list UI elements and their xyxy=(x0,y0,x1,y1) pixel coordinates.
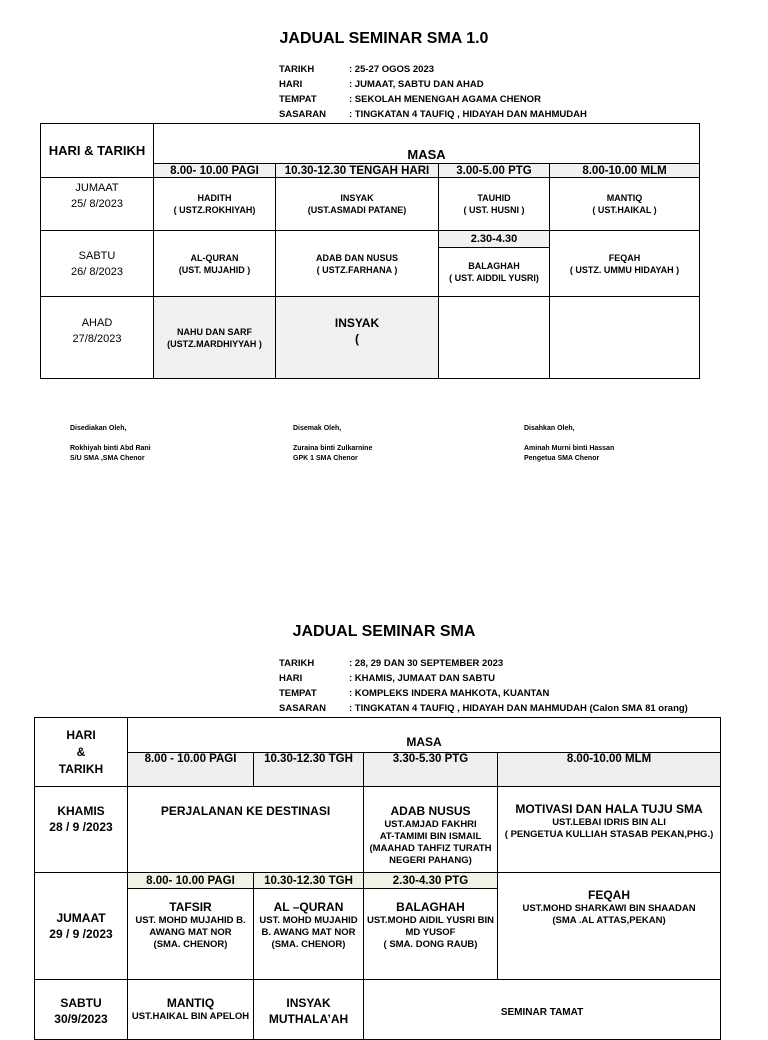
doc1-schedule-table xyxy=(40,123,700,379)
doc2-cell-sabtu-mantiq: MANTIQ UST.HAIKAL BIN APELOH xyxy=(128,980,254,1040)
doc2-info-sasaran: SASARAN : TINGKATAN 4 TAUFIQ , HIDAYAH DAN MAHMUDAH (Calon SMA 81 orang) xyxy=(279,703,688,714)
doc1-cell-ahad-2: INSYAK ( xyxy=(276,297,439,379)
doc1-cell-jumaat-2: INSYAK (UST.ASMADI PATANE) xyxy=(276,178,439,231)
doc1-signature-checked: Disemak Oleh, Zuraina binti Zulkarnine GPK 1 SMA Chenor xyxy=(293,425,373,462)
doc1-info-tempat: TEMPAT : SEKOLAH MENENGAH AGAMA CHENOR xyxy=(279,94,541,105)
doc1-cell-jumaat-3: TAUHID ( UST. HUSNI ) xyxy=(439,178,550,231)
doc1-cell-ahad-3 xyxy=(439,297,550,379)
doc1-signature-approved: Disahkan Oleh, Aminah Murni binti Hassan Pengetua SMA Chenor xyxy=(524,425,615,462)
doc2-day-jumaat: JUMAAT 29 / 9 /2023 xyxy=(35,873,128,980)
doc2-info-tarikh: TARIKH : 28, 29 DAN 30 SEPTEMBER 2023 xyxy=(279,658,504,669)
doc1-info xyxy=(279,62,587,122)
doc2-jumaat-time-2: 10.30-12.30 TGH xyxy=(254,873,364,889)
doc2-cell-khamis-trip: PERJALANAN KE DESTINASI xyxy=(128,787,364,873)
doc2-cell-jumaat-feqah: FEQAH UST.MOHD SHARKAWI BIN SHAADAN (SMA .AL ATTAS,PEKAN) xyxy=(498,873,721,980)
doc1-info-sasaran: SASARAN : TINGKATAN 4 TAUFIQ , HIDAYAH DAN MAHMUDAH xyxy=(279,109,587,120)
doc1-cell-sabtu-4: FEQAH ( USTZ. UMMU HIDAYAH ) xyxy=(550,231,700,297)
doc1-header-masa: MASA xyxy=(154,124,700,164)
doc2-day-sabtu: SABTU 30/9/2023 xyxy=(35,980,128,1040)
doc2-cell-jumaat-tafsir: TAFSIR UST. MOHD MUJAHID B. AWANG MAT NOR (SMA. CHENOR) xyxy=(128,889,254,980)
doc2-info-tempat: TEMPAT : KOMPLEKS INDERA MAHKOTA, KUANTAN xyxy=(279,688,550,699)
doc2-time-2: 10.30-12.30 TGH xyxy=(254,753,364,787)
doc2-schedule-table xyxy=(34,717,721,1040)
doc2-cell-sabtu-insyak: INSYAK MUTHALA’AH xyxy=(254,980,364,1040)
doc2-cell-jumaat-quran: AL –QURAN UST. MOHD MUJAHID B. AWANG MAT NOR (SMA. CHENOR) xyxy=(254,889,364,980)
doc1-cell-sabtu-1: AL-QURAN (UST. MUJAHID ) xyxy=(154,231,276,297)
doc2-info-hari: HARI : KHAMIS, JUMAAT DAN SABTU xyxy=(279,673,496,684)
doc2-cell-sabtu-tamat: SEMINAR TAMAT xyxy=(364,980,721,1040)
doc2-jumaat-time-1: 8.00- 10.00 PAGI xyxy=(128,873,254,889)
doc2-cell-khamis-adab: ADAB NUSUS UST.AMJAD FAKHRI AT-TAMIMI BIN ISMAIL (MAAHAD TAHFIZ TURATH NEGERI PAHANG) xyxy=(364,787,498,873)
doc2-info xyxy=(279,656,688,716)
doc1-cell-sabtu-3: BALAGHAH ( UST. AIDDIL YUSRI) xyxy=(439,248,550,297)
doc1-title: JADUAL SEMINAR SMA 1.0 xyxy=(279,30,489,47)
doc2-header-masa: MASA xyxy=(128,718,721,753)
doc1-cell-ahad-4 xyxy=(550,297,700,379)
doc2-header-hari: HARI & TARIKH xyxy=(35,718,128,787)
doc2-cell-jumaat-balaghah: BALAGHAH UST.MOHD AIDIL YUSRI BIN MD YUSOF ( SMA. DONG RAUB) xyxy=(364,889,498,980)
doc1-time-2: 10.30-12.30 TENGAH HARI xyxy=(276,164,439,178)
doc2-time-3: 3.30-5.30 PTG xyxy=(364,753,498,787)
doc1-sabtu-subtime: 2.30-4.30 xyxy=(439,231,550,248)
doc1-day-ahad: AHAD 27/8/2023 xyxy=(41,297,154,379)
doc1-time-1: 8.00- 10.00 PAGI xyxy=(154,164,276,178)
doc1-signature-prepared: Disediakan Oleh, Rokhiyah binti Abd Rani S/U SMA ,SMA Chenor xyxy=(70,425,151,462)
doc1-time-4: 8.00-10.00 MLM xyxy=(550,164,700,178)
doc2-day-khamis: KHAMIS 28 / 9 /2023 xyxy=(35,787,128,873)
doc2-time-4: 8.00-10.00 MLM xyxy=(498,753,721,787)
doc1-cell-sabtu-2: ADAB DAN NUSUS ( USTZ.FARHANA ) xyxy=(276,231,439,297)
doc2-cell-khamis-motivasi: MOTIVASI DAN HALA TUJU SMA UST.LEBAI IDRIS BIN ALI ( PENGETUA KULLIAH STASAB PEKAN,PHG.) xyxy=(498,787,721,873)
doc2-jumaat-time-3: 2.30-4.30 PTG xyxy=(364,873,498,889)
doc2-time-1: 8.00 - 10.00 PAGI xyxy=(128,753,254,787)
doc1-info-tarikh: TARIKH : 25-27 OGOS 2023 xyxy=(279,64,435,75)
doc1-time-3: 3.00-5.00 PTG xyxy=(439,164,550,178)
doc1-cell-ahad-1: NAHU DAN SARF (USTZ.MARDHIYYAH ) xyxy=(154,297,276,379)
doc1-cell-jumaat-4: MANTIQ ( UST.HAIKAL ) xyxy=(550,178,700,231)
doc1-cell-jumaat-1: HADITH ( USTZ.ROKHIYAH) xyxy=(154,178,276,231)
doc1-day-jumaat: JUMAAT 25/ 8/2023 xyxy=(41,178,154,231)
doc2-title: JADUAL SEMINAR SMA xyxy=(292,623,476,640)
doc1-info-hari: HARI : JUMAAT, SABTU DAN AHAD xyxy=(279,79,484,90)
doc1-day-sabtu: SABTU 26/ 8/2023 xyxy=(41,231,154,297)
doc1-header-hari: HARI & TARIKH xyxy=(41,124,154,178)
